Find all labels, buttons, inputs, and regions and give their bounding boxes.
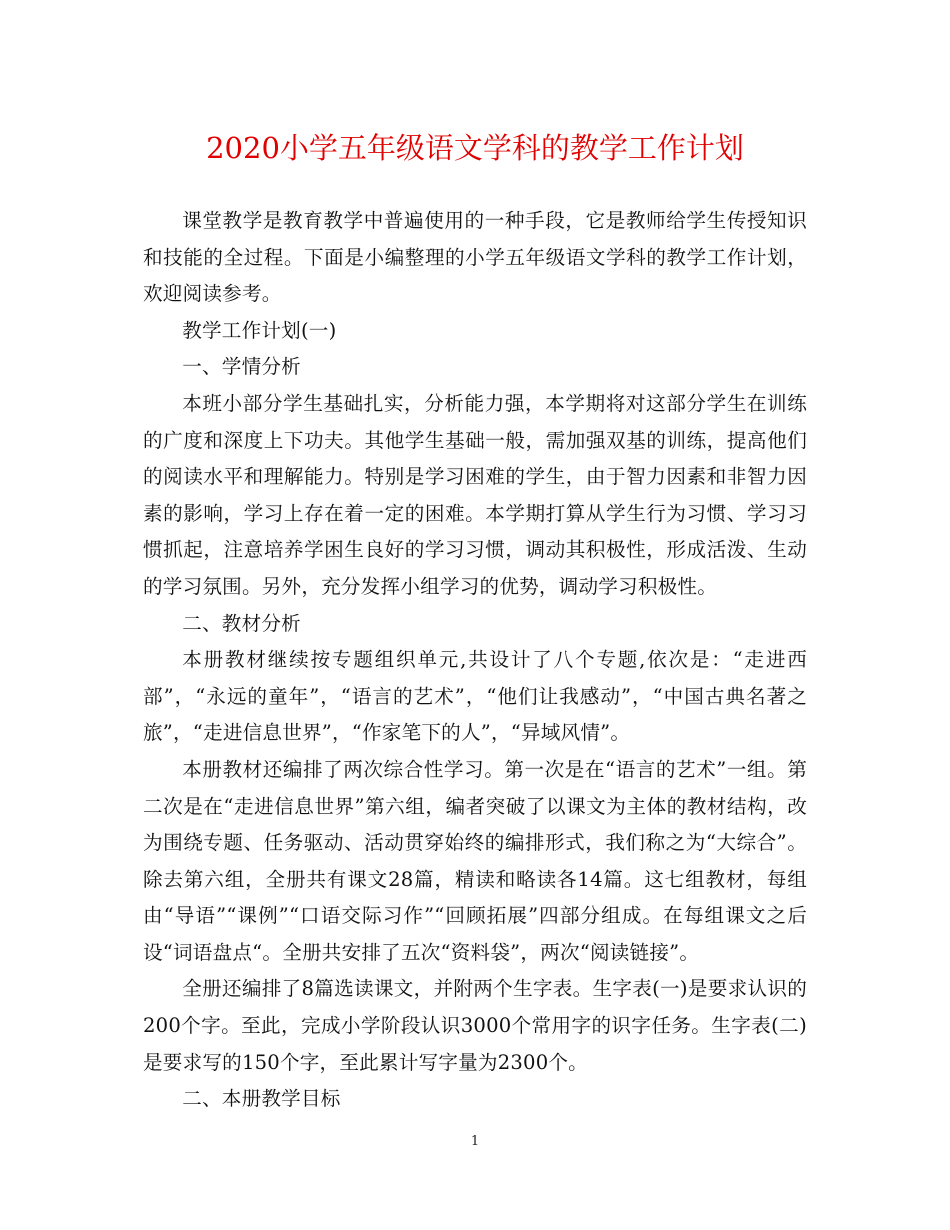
- paragraph-character-tables: 全册还编排了8篇选读课文，并附两个生字表。生字表(一)是要求认识的200个字。至此，完成小学阶段认识3000个常用字的识字任务。生字表(二)是要求写的150个字，至此累计写字量为2300个。: [143, 977, 807, 1074]
- document-body: [143, 203, 807, 1118]
- section-heading-teaching-goals: 二、本册教学目标: [182, 1087, 341, 1111]
- page-number: 1: [470, 1134, 480, 1149]
- section-heading-plan-one: 教学工作计划(一): [182, 318, 337, 342]
- paragraph-intro: 课堂教学是教育教学中普遍使用的一种手段，它是教师给学生传授知识和技能的全过程。下面是小编整理的小学五年级语文学科的教学工作计划，欢迎阅读参考。: [143, 209, 807, 306]
- paragraph-topics: 本册教材继续按专题组织单元,共设计了八个专题,依次是：“走进西部”，“永远的童年”，“语言的艺术”，“他们让我感动”，“中国古典名著之旅”，“走进信息世界”，“作家笔下的人”，“异域风情”。: [143, 648, 807, 745]
- section-heading-student-analysis: 一、学情分析: [182, 355, 301, 379]
- document-title: 2020小学五年级语文学科的教学工作计划: [206, 131, 744, 165]
- section-heading-textbook-analysis: 二、教材分析: [182, 611, 301, 635]
- paragraph-student-analysis: 本班小部分学生基础扎实，分析能力强，本学期将对这部分学生在训练的广度和深度上下功夫。其他学生基础一般，需加强双基的训练，提高他们的阅读水平和理解能力。特别是学习困难的学生，由于智力因素和非智力因素的影响，学习上存在着一定的困难。本学期打算从学生行为习惯、学习习惯抓起，注意培养学困生良好的学习习惯，调动其积极性，形成活泼、生动的学习氛围。另外，充分发挥小组学习的优势，调动学习积极性。: [143, 391, 807, 598]
- paragraph-comprehensive-learning: 本册教材还编排了两次综合性学习。第一次是在“语言的艺术”一组。第二次是在“走进信息世界”第六组，编者突破了以课文为主体的教材结构，改为围绕专题、任务驱动、活动贯穿始终的编排形式，我们称之为“大综合”。除去第六组，全册共有课文28篇，精读和略读各14篇。这七组教材，每组由“导语”“课例”“口语交际习作”“回顾拓展”四部分组成。在每组课文之后设“词语盘点“。全册共安排了五次“资料袋”，两次“阅读链接”。: [143, 757, 807, 964]
